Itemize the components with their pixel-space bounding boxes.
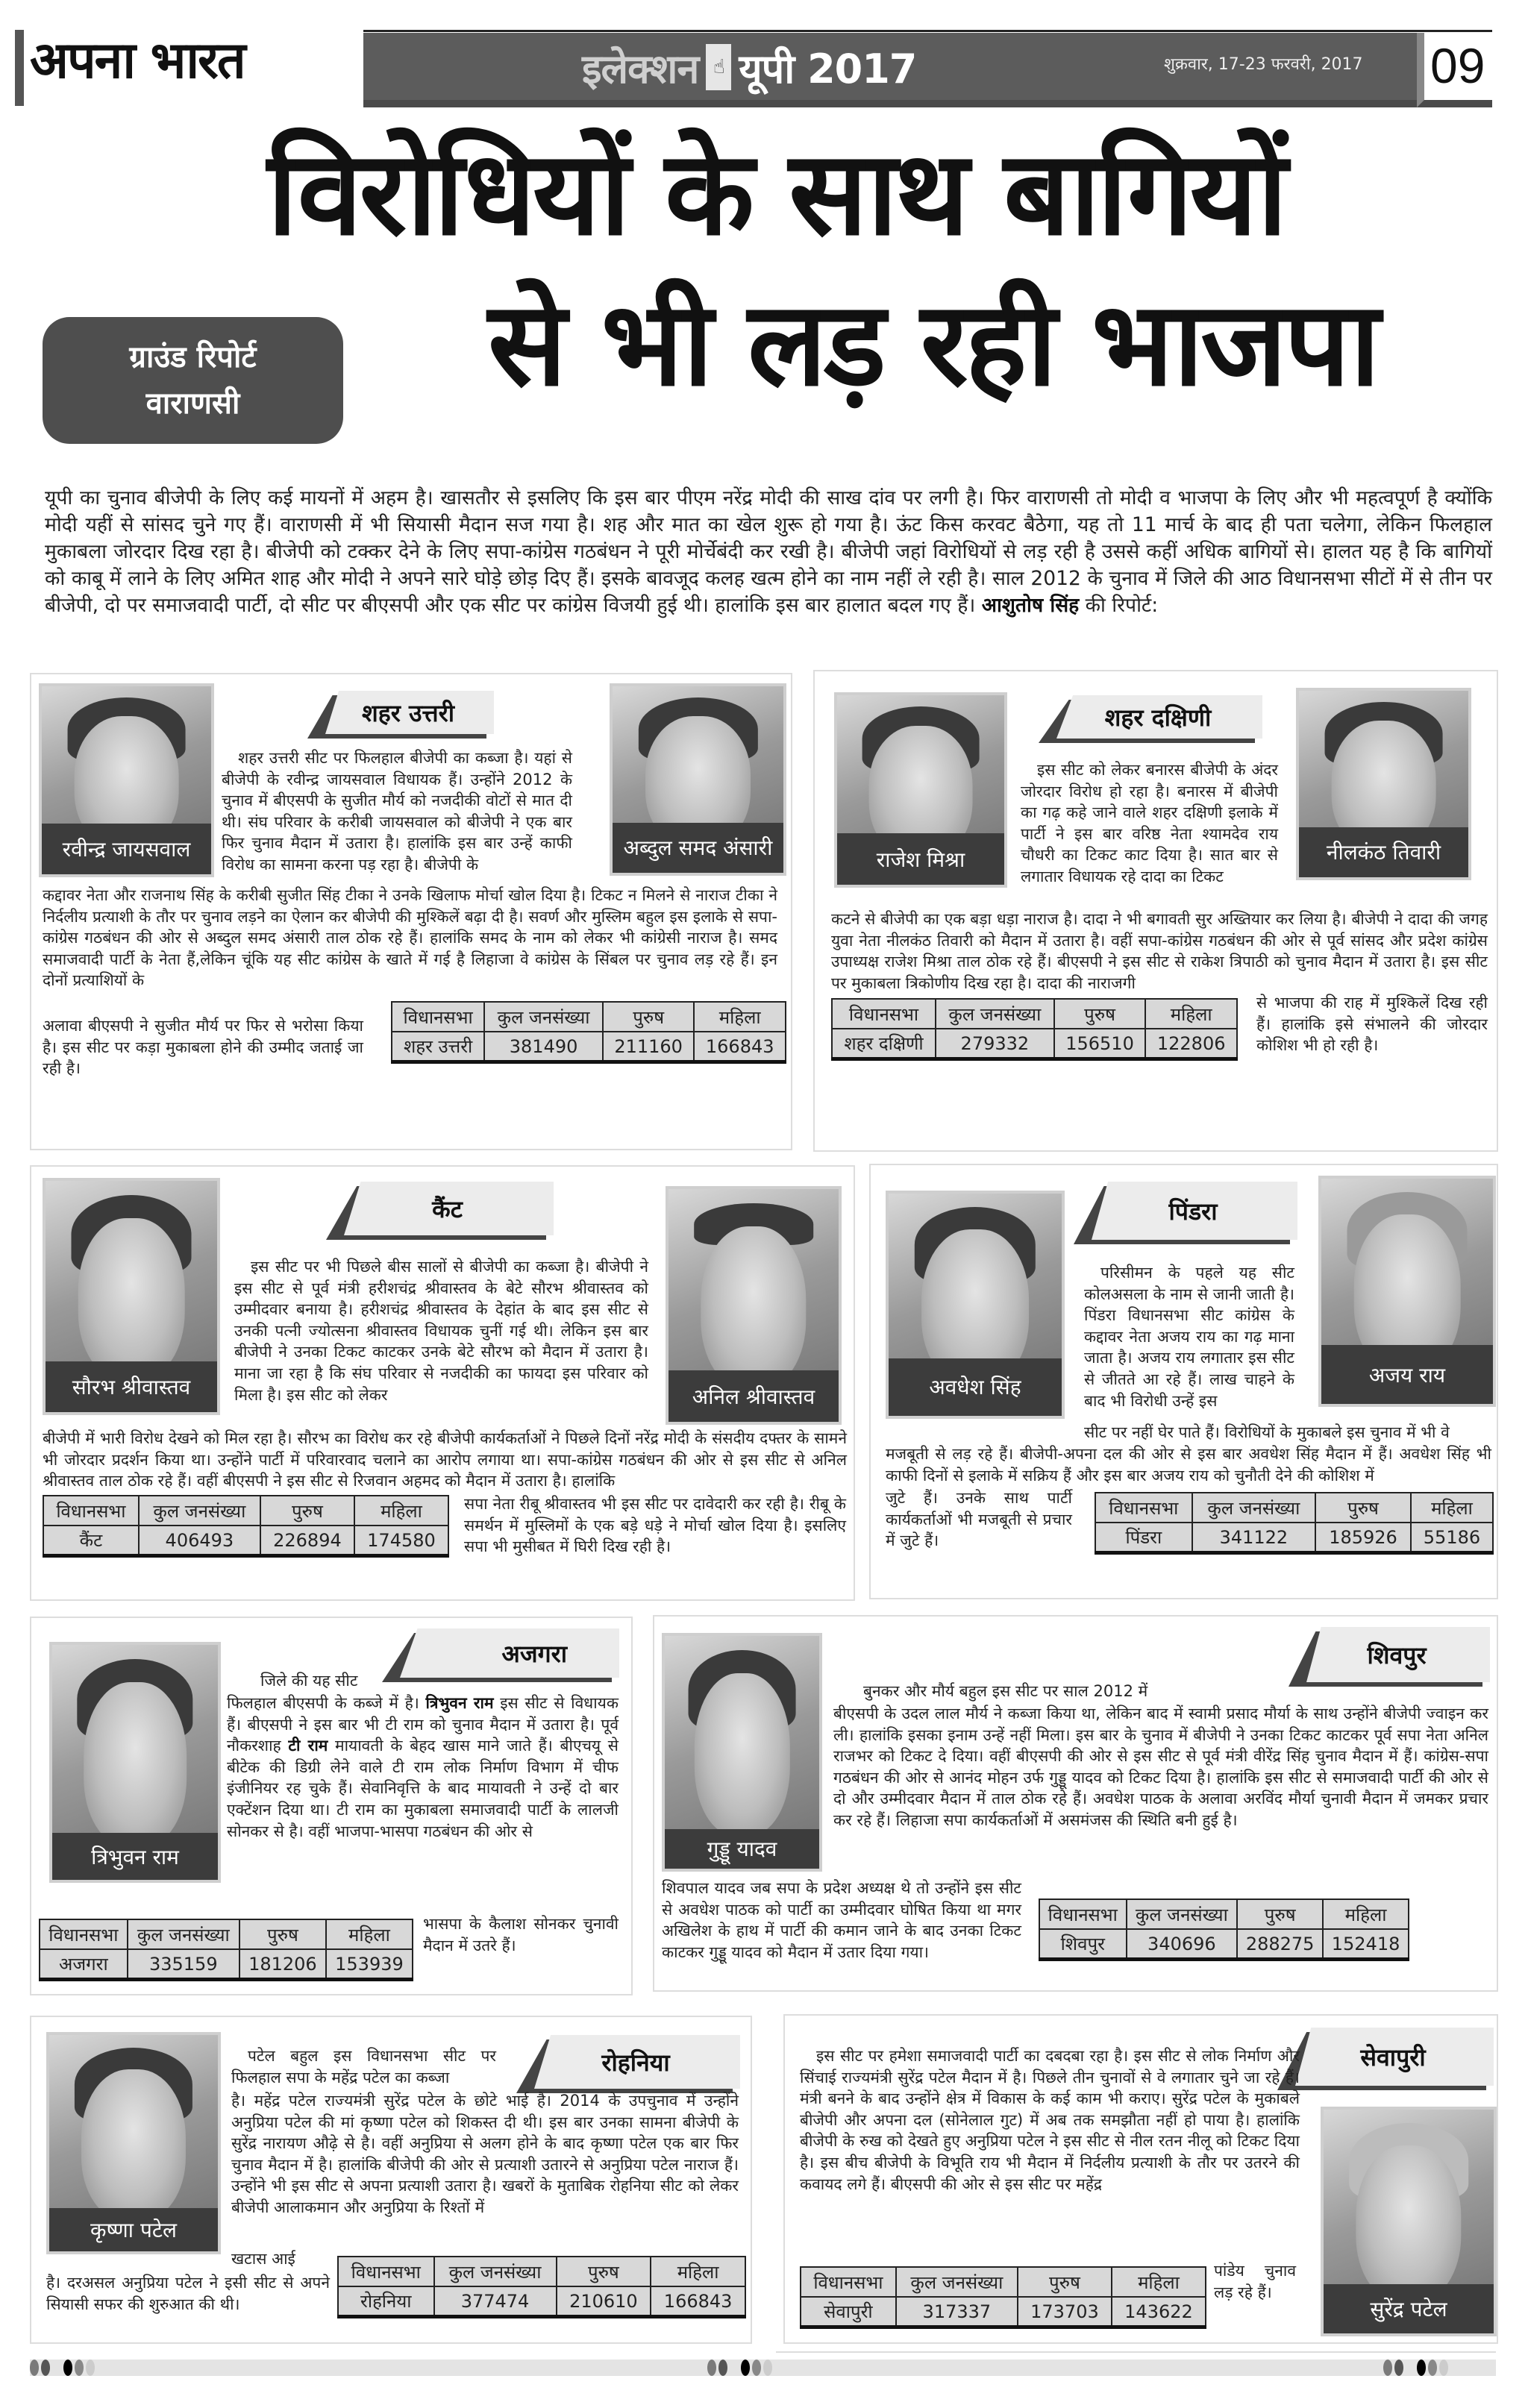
cell-total: 381490 <box>484 1032 603 1062</box>
header-cell: पुरुष <box>239 1919 326 1949</box>
section-cantt <box>30 1165 855 1601</box>
header-cell: महिला <box>354 1496 448 1526</box>
section-title-part2: यूपी 2017 <box>739 46 917 93</box>
header-cell: कुल जनसंख्या <box>128 1919 239 1949</box>
table-row <box>338 2286 745 2317</box>
population-table <box>43 1495 449 1558</box>
section-title-part1: इलेक्शन <box>582 46 699 93</box>
cell-male: 173703 <box>1018 2297 1112 2327</box>
section-text-top: इस सीट पर हमेशा समाजवादी पार्टी का दबदबा रहा है। इस सीट से लोक निर्माण और सिंचाई राज्यमंत्री सुरेंद्र पटेल मैदान में है। पिछले तीन चुनावों से वे लगातार चुने जा रहे हैं। मंत्री बनने के बाद उन्होंने क्षेत्र में विकास के कई काम भी कराए। सुरेंद्र पटेल के मुकाबले बीजेपी और अपना दल (सोनेलाल गुट) में अब तक समझौता नहीं हो पाया है। हालांकि बीजेपी के रुख को देखते हुए अनुप्रिया पटेल ने इस सीट से नील रतन नीलू को टिकट दिया है। इस बीच बीजेपी के विभूति राय भी मैदान में निर्दलीय प्रत्याशी के तौर पर उतरने की कवायद लगे हैं। बीएसपी की ओर से इस सीट पर महेंद्र <box>800 2047 1300 2193</box>
candidate-photo <box>43 1178 220 1415</box>
table-header-row <box>1039 1899 1409 1929</box>
candidate-caption: गुड्डू यादव <box>665 1829 819 1869</box>
header-cell: महिला <box>1145 999 1237 1029</box>
cell-male: 210610 <box>557 2286 651 2317</box>
decorative-dot <box>1439 2360 1448 2376</box>
population-table <box>800 2266 1206 2329</box>
candidate-photo <box>834 692 1007 888</box>
table-row <box>392 1032 786 1062</box>
candidate-caption: अनिल श्रीवास्तव <box>668 1370 839 1422</box>
population-table <box>39 1919 413 1981</box>
table-header-row <box>40 1919 413 1949</box>
decorative-dot <box>730 2360 739 2376</box>
section-title: कैंट <box>432 1194 463 1223</box>
section-text-top: है। महेंद्र पटेल राज्यमंत्री सुरेंद्र पटेल के छोटे भाई है। 2014 के उपचुनाव में उन्होंने अनुप्रिया पटेल की मां कृष्णा पटेल को शिकस्त दी थी। इस बार उनका सामना बीजेपी के सुरेंद्र नारायण औढ़े से है। वहीं अनुप्रिया से अलग होने के बाद कृष्णा पटेल एक बार फिर चुनाव मैदान में है। हालांकि बीजेपी की ओर से प्रत्याशी उतारने से अनुप्रिया पटेल नाराज हैं। उन्होंने भी इस सीट से अपना प्रत्याशी उतारा है। खबरों के मुताबिक रोहनिया सीट को लेकर बीजेपी आलाकमान और अनुप्रिया के रिश्तों में <box>231 2092 739 2216</box>
candidate-caption: सौरभ श्रीवास्तव <box>46 1361 217 1412</box>
header-cell: महिला <box>1411 1493 1493 1523</box>
decorative-dot <box>41 2360 50 2376</box>
section-text-bottom: अलावा बीएसपी ने सुजीत मौर्य पर फिर से भरोसा किया है। इस सीट पर कड़ा मुकाबला होने की उम्मीद जताई जा रही है। <box>43 1017 363 1078</box>
cell-total: 340696 <box>1127 1929 1238 1960</box>
byline-suffix: की रिपोर्ट: <box>1085 594 1159 617</box>
decorative-dot <box>741 2360 750 2376</box>
table-row <box>1039 1929 1409 1960</box>
header-cell: कुल जनसंख्या <box>484 1002 603 1032</box>
cell-female: 143622 <box>1112 2297 1206 2327</box>
text-bold: त्रिभुवन राम <box>425 1694 494 1712</box>
section-text-mid: कटने से बीजेपी का एक बड़ा धड़ा नाराज है। दादा ने भी बगावती सुर अख्तियार कर लिया है। बीजेपी ने दादा की जगह युवा नेता नीलकंठ तिवारी को मैदान में उतारा है। वहीं सपा-कांग्रेस गठबंधन की ओर से पूर्व सांसद और प्रदेश कांग्रेस उपाध्यक्ष राजेश मिश्रा ताल ठोक रहे हैं। बीएसपी ने इस सीट से राकेश त्रिपाठी को चुनाव मैदान में उतारा है। इस सीट पर मुकाबला त्रिकोणीय दिख रहा है। दादा की नाराजगी <box>831 910 1488 992</box>
section-text-mid-1: सीट पर नहीं घेर पाते हैं। विरोधियों के मुकाबले इस चुनाव में भी वे <box>1084 1423 1450 1441</box>
section-rohaniya <box>30 2016 752 2344</box>
byline-author: आशुतोष सिंह <box>981 594 1080 617</box>
section-text-mid: खटास आई <box>231 2250 295 2268</box>
candidate-caption: अजय राय <box>1321 1345 1493 1404</box>
header-cell: विधानसभा <box>392 1002 484 1032</box>
section-pindra <box>869 1164 1498 1599</box>
cell-male: 226894 <box>260 1526 354 1556</box>
section-text-top: परिसीमन के पहले यह सीट कोलअसला के नाम से जानी जाती है। पिंडरा विधानसभा सीट कांग्रेस के कद्दावर नेता अजय राय का गढ़ माना जाता है। अजय राय लगातार इस सीट से जीतते आ रहे हैं। लाख चाहने के बाद भी विरोधी उन्हें इस <box>1084 1264 1294 1410</box>
population-table <box>391 1001 786 1064</box>
cell-female: 55186 <box>1411 1523 1493 1553</box>
page-number: 09 <box>1430 38 1485 93</box>
header-cell: विधानसभा <box>801 2267 896 2297</box>
decorative-dot <box>1394 2360 1403 2376</box>
section-title <box>582 37 916 97</box>
text-bold: टी राम <box>288 1737 328 1755</box>
cell-total: 377474 <box>434 2286 557 2317</box>
section-text-bottom: शिवपाल यादव जब सपा के प्रदेश अध्यक्ष थे तो उन्होंने इस सीट से अवधेश पाठक को पार्टी का उम्मीदवार घोषित किया था मगर अखिलेश के हाथ में पार्टी की कमान जाने के बाद उनका टिकट काटकर गुड्डू यादव को मैदान में उतार दिया गया। <box>662 1879 1021 1961</box>
photo-face <box>694 1673 789 1836</box>
header-cell: पुरुष <box>603 1002 695 1032</box>
section-shahar-uttari <box>30 673 792 1150</box>
section-text-top: इस सीट पर भी पिछले बीस सालों से बीजेपी का कब्जा है। बीजेपी ने इस सीट से पूर्व मंत्री हरीशचंद्र श्रीवास्तव के बेटे सौरभ श्रीवास्तव को उम्मीदवार बनाया है। हरीशचंद्र श्रीवास्तव के देहांत के बाद इस सीट से उनकी पत्नी ज्योत्सना श्रीवास्तव विधायक चुनीं गई थी। लेकिन इस बार बीजेपी ने उनका टिकट काटकर उनके बेटे सौरभ को मैदान में उतारा है। माना जा रहा है कि संघ परिवार से नजदीकी का फायदा इस परिवार को मिला है। इस सीट को लेकर <box>234 1258 648 1404</box>
header-cell: महिला <box>1112 2267 1206 2297</box>
voting-ink-finger-icon: ☝ <box>706 44 731 90</box>
candidate-caption: रवीन्द्र जायसवाल <box>42 824 211 874</box>
header-cell: विधानसभा <box>338 2257 434 2286</box>
section-shahar-dakshini <box>813 670 1498 1152</box>
intro-text: यूपी का चुनाव बीजेपी के लिए कई मायनों में अहम है। खासतौर से इसलिए कि इस बार पीएम नरेंद्र मोदी की साख दांव पर लगी है। फिर वाराणसी तो मोदी व भाजपा के लिए और भी महत्वपूर्ण है क्योंकि मोदी यहीं से सांसद चुने गए हैं। वाराणसी में भी सियासी मैदान सज गया है। शह और मात का खेल शुरू हो गया है। ऊंट किस करवट बैठेगा, यह तो 11 मार्च के बाद ही पता चलेगा, लेकिन फिलहाल मुकाबला जोरदार दिख रहा है। बीजेपी को टक्कर देने के लिए सपा-कांग्रेस गठबंधन ने पूरी मोर्चेबंदी कर रखी है। बीजेपी जहां विरोधियों से लड़ रही है उससे कहीं अधिक बागियों से। हालत यह है कि बागियों को काबू में लाने के लिए अमित शाह और मोदी ने अपने सारे घोड़े छोड़ दिए हैं। इसके बावजूद कलह खत्म होने का नाम नहीं ले रही है। साल 2012 के चुनाव में जिले की आठ विधानसभा सीटों में से तीन पर बीजेपी, दो पर समाजवादी पार्टी, दो सीट पर बीएसपी और एक सीट पर कांग्रेस विजयी हुई थी। हालांकि इस बार हालात बदल गए हैं। <box>45 486 1492 617</box>
badge-line-1: ग्राउंड रिपोर्ट <box>129 340 257 374</box>
section-ajgara <box>30 1617 633 1995</box>
table-header-row <box>338 2257 745 2286</box>
section-text-top: इस सीट को लेकर बनारस बीजेपी के अंदर जोरदार विरोध हो रहा है। बनारस में बीजेपी का गढ़ कहे जाने वाले शहर दक्षिणी इलाके में पार्टी ने इस बार वरिष्ठ नेता श्यामदेव राय चौधरी का टिकट काट दिया है। सात बार से लगातार विधायक रहे दादा का टिकट <box>1021 761 1278 885</box>
photo-face <box>78 1218 185 1380</box>
section-title-tab <box>516 2035 740 2093</box>
issue-date: शुक्रवार, 17-23 फरवरी, 2017 <box>1164 55 1363 74</box>
cell-constituency: पिंडरा <box>1095 1523 1192 1553</box>
header-cell: कुल जनसंख्या <box>1127 1899 1238 1929</box>
section-title: पिंडरा <box>1168 1197 1218 1226</box>
header-cell: पुरुष <box>260 1496 354 1526</box>
text-part: इस सीट से विधायक हैं। बीएसपी ने इस बार भी टी राम को चुनाव मैदान में उतारा है। पूर्व नौकरशाह <box>227 1694 619 1755</box>
section-text-top: बीएसपी के उदल लाल मौर्य ने कब्जा किया था, लेकिन बाद में स्वामी प्रसाद मौर्या के साथ उन्होंने बीजेपी ज्वाइन कर ली। हालांकि इसका इनाम उन्हें नहीं मिला। इस बार के चुनाव में बीजेपी ने उनका टिकट काटकर पूर्व सपा नेता अनिल राजभर को टिकट दे दिया। वहीं बीएसपी की ओर से इस सीट से पूर्व मंत्री वीरेंद्र सिंह चुनाव मैदान में हैं। कांग्रेस-सपा गठबंधन की ओर से आनंद मोहन उर्फ गुड्डू यादव को टिकट दिया है। हालांकि इस सीट से समाजवादी पार्टी की ओर से दो और उम्मीदवार मैदान में ताल ठोक रहे हैं। अवधेश पाठक के अलावा अरविंद मौर्या चुनावी मैदान में जमकर प्रचार कर रहे हैं। लिहाजा सपा कार्यकर्ताओं में असमंजस की स्थिति बनी हुई है। <box>833 1705 1488 1829</box>
table-row <box>832 1029 1237 1059</box>
section-title-tab <box>326 1182 554 1240</box>
section-text-bottom: भासपा के कैलाश सोनकर चुनावी मैदान में उतरे हैं। <box>423 1915 619 1954</box>
header-cell: महिला <box>1323 1899 1409 1929</box>
candidate-photo <box>666 1186 842 1425</box>
candidate-photo <box>49 1642 221 1883</box>
section-title-tab <box>307 691 494 739</box>
footer-dots-middle <box>707 2360 772 2376</box>
section-text-lead: जिले की यह सीट <box>260 1672 358 1690</box>
population-table <box>337 2256 746 2318</box>
header-cell: विधानसभा <box>40 1919 128 1949</box>
candidate-photo <box>1321 2107 1497 2336</box>
header-cell: विधानसभा <box>832 999 936 1029</box>
decorative-dot <box>75 2360 84 2376</box>
section-text-bottom: सपा नेता रीबू श्रीवास्तव भी इस सीट पर दावेदारी कर रही है। रीबू के समर्थन में मुस्लिमों के एक बड़े धड़े ने मोर्चा खोल दिया है। इसलिए सपा भी मुसीबत में घिरी दिख रही है। <box>464 1495 846 1556</box>
cell-female: 166843 <box>651 2286 745 2317</box>
cell-female: 122806 <box>1145 1029 1237 1059</box>
headline-line-1: विरोधियों के साथ बागियों <box>267 125 1285 261</box>
decorative-dot <box>30 2360 39 2376</box>
section-text-bottom: से भाजपा की राह में मुश्किलें दिख रही हैं। हालांकि इसे संभालने की जोरदार कोशिश भी हो रही है। <box>1256 994 1488 1055</box>
header-cell: पुरुष <box>1315 1493 1411 1523</box>
photo-face <box>84 1682 187 1847</box>
section-text-bottom: है। दरअसल अनुप्रिया पटेल ने इसी सीट से अपने सियासी सफर की शुरुआत की थी। <box>46 2274 330 2313</box>
ground-report-badge <box>43 317 343 444</box>
candidate-caption: सुरेंद्र पटेल <box>1324 2284 1494 2333</box>
decorative-dot <box>1406 2360 1415 2376</box>
header-cell: पुरुष <box>557 2257 651 2286</box>
candidate-caption: कृष्णा पटेल <box>49 2208 218 2251</box>
candidate-photo <box>610 683 786 876</box>
badge-line-2: वाराणसी <box>145 386 240 421</box>
header-cell: महिला <box>326 1919 413 1949</box>
section-title: सेवापुरी <box>1360 2042 1426 2072</box>
candidate-caption: अवधेश सिंह <box>889 1358 1062 1416</box>
section-title-tab <box>382 1628 619 1682</box>
candidate-photo <box>1296 688 1471 880</box>
photo-face <box>81 2069 186 2221</box>
table-header-row <box>1095 1493 1493 1523</box>
header-cell: कुल जनसंख्या <box>896 2267 1018 2297</box>
section-title-tab <box>1039 695 1262 743</box>
header-cell: विधानसभा <box>43 1496 139 1526</box>
candidate-caption: त्रिभुवन राम <box>52 1833 218 1880</box>
masthead-accent-bar <box>15 30 24 106</box>
cell-constituency: सेवापुरी <box>801 2297 896 2327</box>
photo-face <box>701 1226 806 1389</box>
decorative-dot <box>1383 2360 1392 2376</box>
footer-dots-left <box>30 2360 95 2376</box>
cell-total: 335159 <box>128 1949 239 1980</box>
cell-constituency: शहर दक्षिणी <box>832 1029 936 1059</box>
section-text-mid: बीजेपी में भारी विरोध देखने को मिल रहा है। सौरभ का विरोध कर रहे बीजेपी कार्यकर्ताओं ने पिछले दिनों नरेंद्र मोदी के संसदीय दफ्तर के सामने भी जोरदार प्रदर्शन किया था। उन्होंने पार्टी में परिवारवाद चलाने का आरोप लगाया था। सपा-कांग्रेस गठबंधन की ओर से इस सीट से अनिल श्रीवास्तव ताल ठोक रहे हैं। वहीं बीएसपी ने इस सीट से रिजवान अहमद को मैदान में उतारा है। हालांकि <box>43 1429 847 1490</box>
masthead-rule <box>363 30 1492 32</box>
table-header-row <box>392 1002 786 1032</box>
decorative-dot <box>86 2360 95 2376</box>
cell-total: 317337 <box>896 2297 1018 2327</box>
header-cell: कुल जनसंख्या <box>1192 1493 1315 1523</box>
candidate-caption: नीलकंठ तिवारी <box>1299 827 1468 878</box>
section-title-tab <box>1074 1182 1297 1244</box>
section-text-top <box>227 1693 619 1842</box>
header-cell: कुल जनसंख्या <box>434 2257 557 2286</box>
cell-female: 152418 <box>1323 1929 1409 1960</box>
page-number-box <box>1417 33 1492 107</box>
cell-total: 279332 <box>936 1029 1054 1059</box>
section-title-tab <box>1289 1627 1490 1687</box>
section-text-bottom: पांडेय चुनाव लड़ रहे हैं। <box>1214 2262 1296 2301</box>
header-cell: पुरुष <box>1018 2267 1112 2297</box>
candidate-photo <box>39 683 214 877</box>
decorative-dot <box>1417 2360 1426 2376</box>
cell-male: 211160 <box>603 1032 695 1062</box>
text-part: मायावती के बेहद खास माने जाते हैं। बीएचयू से बीटेक की डिग्री लेने वाले टी राम लोक निर्माण विभाग में चीफ इंजीनियर रह चुके हैं। सेवानिवृत्ति के बाद मायावती ने उन्हें दो बार एक्टेंशन दिया था। टी राम का मुकाबला समाजवादी पार्टी के लालजी सोनकर से है। वहीं भाजपा-भासपा गठबंधन की ओर से <box>227 1737 619 1840</box>
header-cell: पुरुष <box>1237 1899 1323 1929</box>
header-cell: पुरुष <box>1054 999 1146 1029</box>
table-row <box>1095 1523 1493 1553</box>
cell-male: 288275 <box>1237 1929 1323 1960</box>
section-title: अजगरा <box>501 1639 567 1668</box>
cell-total: 406493 <box>139 1526 260 1556</box>
candidate-photo <box>886 1191 1065 1419</box>
table-row <box>801 2297 1206 2327</box>
cell-constituency: शहर उत्तरी <box>392 1032 484 1062</box>
decorative-dot <box>718 2360 727 2376</box>
section-title: शहर दक्षिणी <box>1104 703 1212 732</box>
cell-total: 341122 <box>1192 1523 1315 1553</box>
candidate-photo <box>662 1633 822 1872</box>
decorative-dot <box>752 2360 761 2376</box>
table-header-row <box>43 1496 448 1526</box>
cell-male: 185926 <box>1315 1523 1411 1553</box>
footer-rule <box>776 2351 1496 2353</box>
population-table <box>1095 1492 1494 1555</box>
cell-male: 181206 <box>239 1949 326 1980</box>
section-sevapuri <box>783 2014 1498 2344</box>
decorative-dot <box>63 2360 72 2376</box>
candidate-caption: अब्दुल समद अंसारी <box>613 823 783 874</box>
section-title: रोहनिया <box>601 2048 670 2077</box>
cell-female: 153939 <box>326 1949 413 1980</box>
cell-constituency: शिवपुर <box>1039 1929 1127 1960</box>
section-text-lead: पटेल बहुल इस विधानसभा सीट पर फिलहाल सपा के महेंद्र पटेल का कब्जा <box>231 2047 496 2086</box>
table-row <box>43 1526 448 1556</box>
section-title: शिवपुर <box>1367 1640 1427 1669</box>
section-text-top: शहर उत्तरी सीट पर फिलहाल बीजेपी का कब्जा है। यहां से बीजेपी के रवीन्द्र जायसवाल विधायक हैं। उन्होंने 2012 के चुनाव में बीएसपी के सुजीत मौर्य को नजदीकी वोटों से मात दी थी। संघ परिवार के करीबी जायसवाल को बीजेपी ने एक बार फिर चुनाव मैदान में उतारा है। हालांकि इस बार उन्हें काफी विरोध का सामना करना पड़ रहा है। बीजेपी के <box>222 749 572 874</box>
intro-paragraph <box>45 485 1492 619</box>
section-text-bottom: जुटे हैं। उनके साथ पार्टी कार्यकर्ताओं भी मजबूती से प्रचार में जुटे हैं। <box>886 1489 1072 1550</box>
newspaper-name: अपना भारत <box>30 31 245 90</box>
header-cell: महिला <box>694 1002 786 1032</box>
table-header-row <box>801 2267 1206 2297</box>
photo-face <box>1356 2145 1461 2302</box>
decorative-dot <box>1428 2360 1437 2376</box>
header-cell: विधानसभा <box>1095 1493 1192 1523</box>
header-cell: विधानसभा <box>1039 1899 1127 1929</box>
header-cell: कुल जनसंख्या <box>936 999 1054 1029</box>
text-part: फिलहाल बीएसपी के कब्जे में है। <box>227 1694 419 1712</box>
candidate-photo <box>1318 1176 1496 1407</box>
headline-line-2: से भी लड़ रही भाजपा <box>488 276 1377 412</box>
section-shivpur <box>653 1615 1498 1992</box>
table-header-row <box>832 999 1237 1029</box>
population-table <box>831 998 1238 1061</box>
decorative-dot <box>707 2360 716 2376</box>
cell-constituency: कैंट <box>43 1526 139 1556</box>
section-text-mid: मजबूती से लड़ रहे हैं। बीजेपी-अपना दल की ओर से इस बार अवधेश सिंह मैदान में हैं। अवधेश सिंह भी काफी दिनों से इलाके में सक्रिय हैं और इस बार अजय राय को चुनौती देने की कोशिश में <box>886 1445 1491 1484</box>
decorative-dot <box>52 2360 61 2376</box>
section-text-lead: बुनकर और मौर्य बहुल इस सीट पर साल 2012 में <box>863 1682 1148 1700</box>
section-title: शहर उत्तरी <box>361 698 454 727</box>
header-cell: महिला <box>651 2257 745 2286</box>
candidate-caption: राजेश मिश्रा <box>837 833 1004 885</box>
cell-constituency: रोहनिया <box>338 2286 434 2317</box>
section-text-mid: कद्दावर नेता और राजनाथ सिंह के करीबी सुजीत सिंह टीका ने उनके खिलाफ मोर्चा खोल दिया है। टिकट न मिलने से नाराज टीका ने निर्दलीय प्रत्याशी के तौर पर चुनाव लड़ने का ऐलान कर बीजेपी की मुश्किलें बढ़ा दी है। सवर्ण और मुस्लिम बहुल इस इलाके से सपा-कांग्रेस गठबंधन की ओर से अब्दुल समद अंसारी ताल ठोक रहे हैं। हालांकि समद के नाम को लेकर भी कांग्रेसी नाराज है। समद समाजवादी पार्टी के नेता हैं,लेकिन चूंकि यह सीट कांग्रेस के खाते में गई है लिहाजा वे कांग्रेस के सिंबल पर चुनाव लड़ रहे हैं। इन दोनों प्रत्याशियों के <box>43 886 777 990</box>
footer-dots-right <box>1383 2360 1448 2376</box>
candidate-photo <box>46 2032 221 2254</box>
cell-female: 174580 <box>354 1526 448 1556</box>
population-table <box>1039 1899 1409 1961</box>
cell-male: 156510 <box>1054 1029 1146 1059</box>
table-row <box>40 1949 413 1980</box>
header-cell: कुल जनसंख्या <box>139 1496 260 1526</box>
section-title-tab <box>1277 2028 1494 2090</box>
decorative-dot <box>763 2360 772 2376</box>
cell-constituency: अजगरा <box>40 1949 128 1980</box>
cell-female: 166843 <box>694 1032 786 1062</box>
